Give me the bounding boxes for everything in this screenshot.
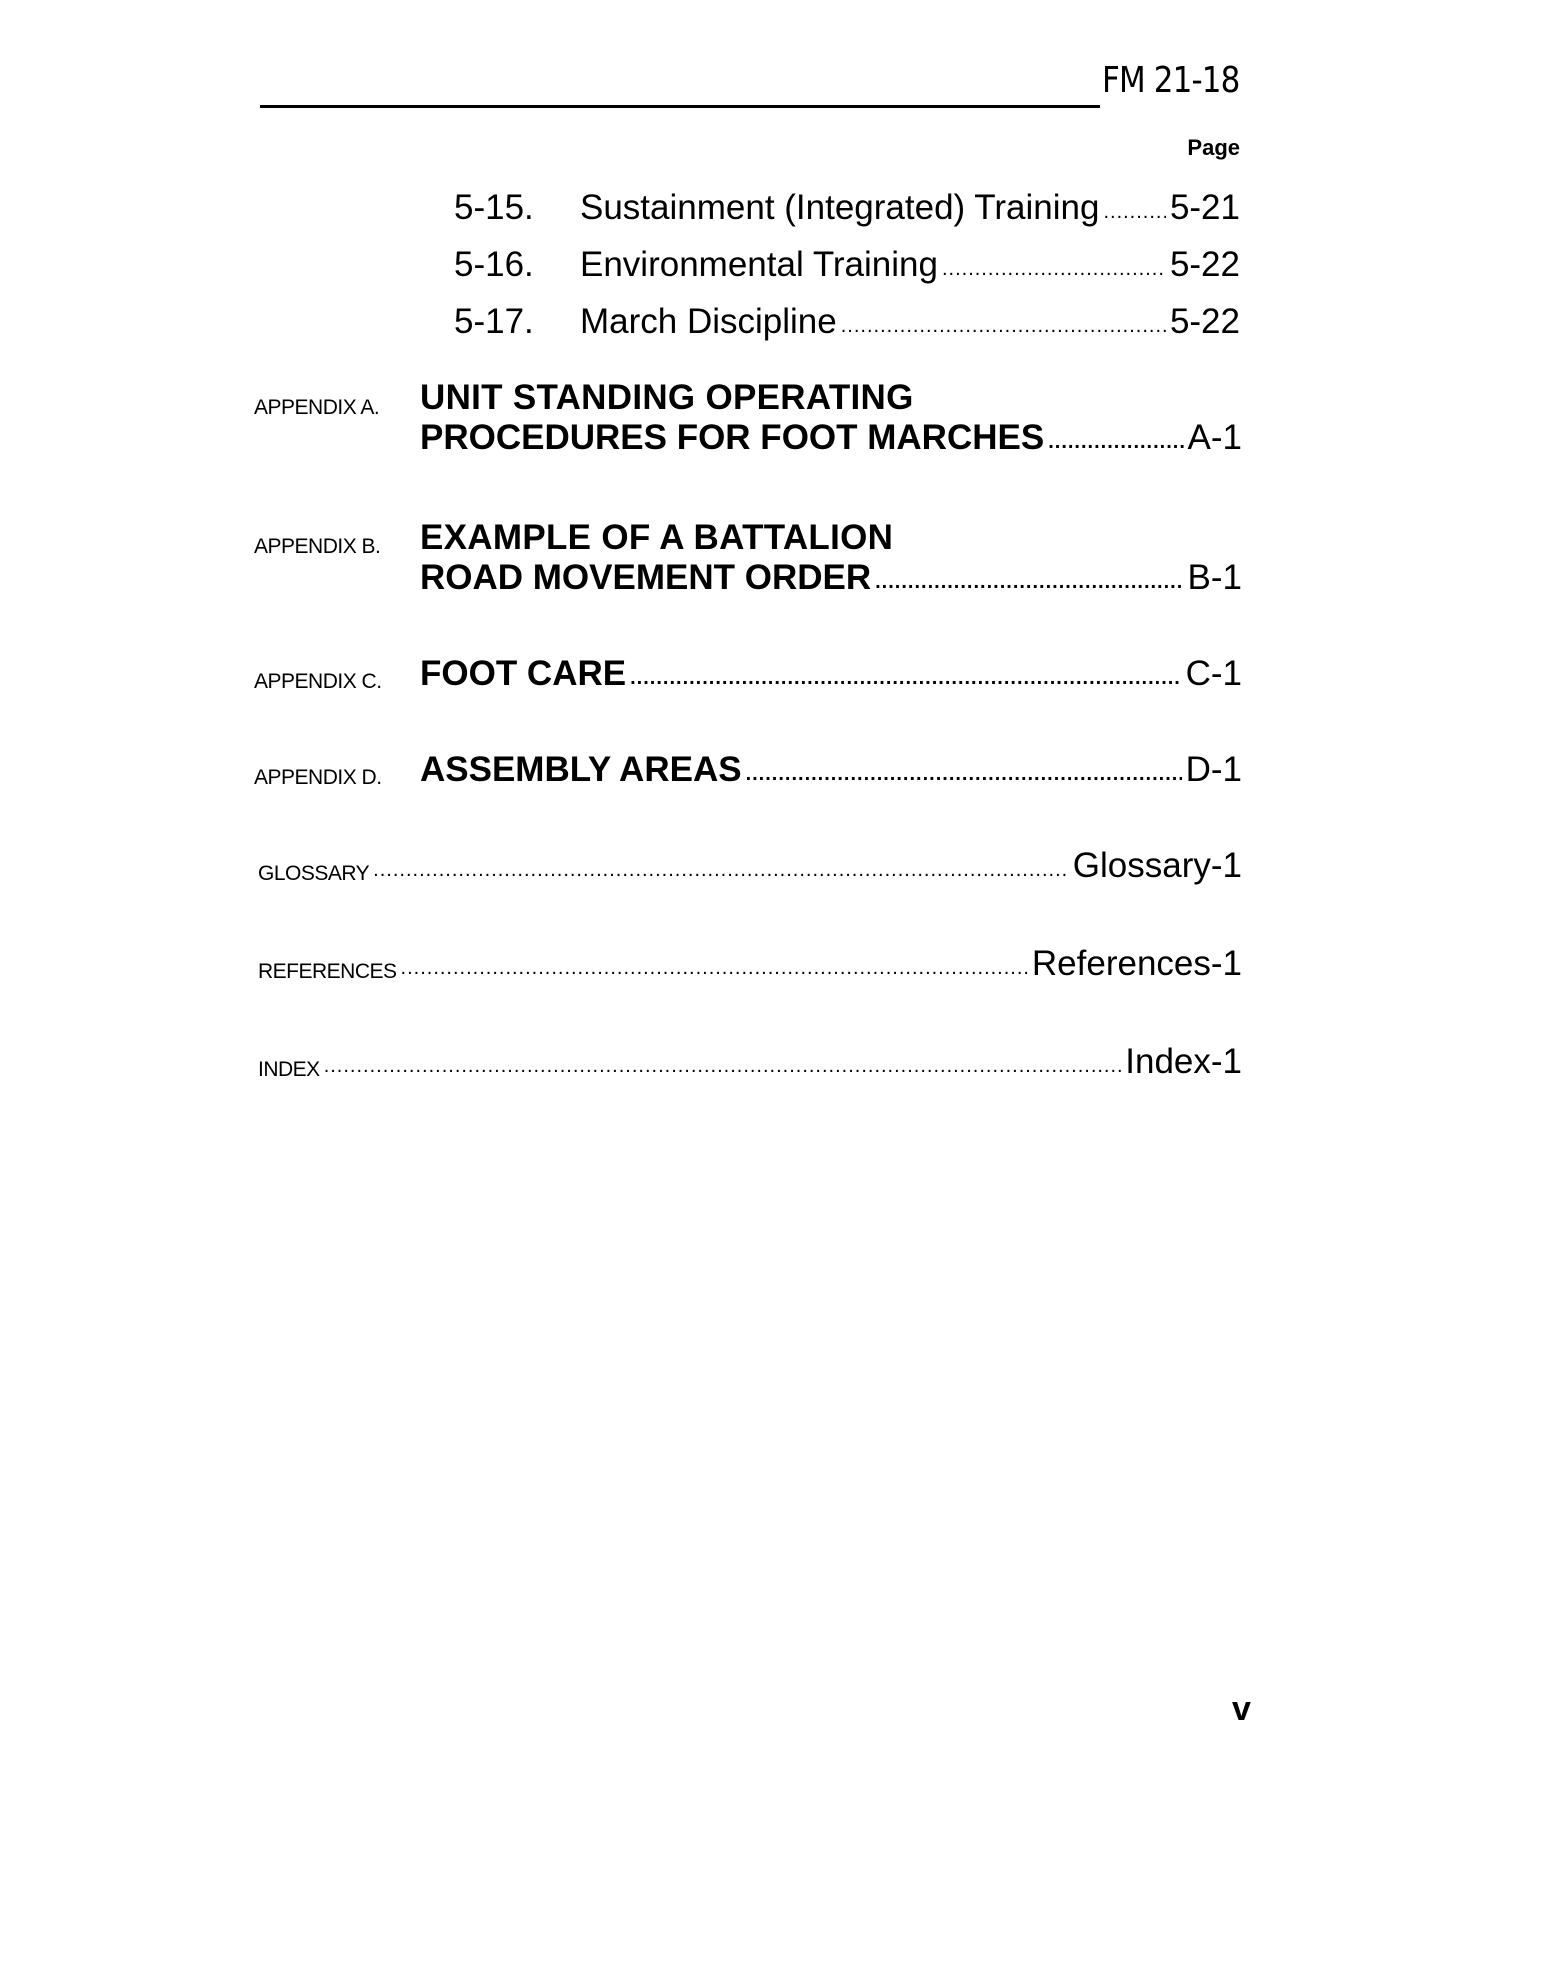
dot-leader: [875, 572, 1183, 592]
section-title: Environmental Training: [580, 245, 938, 284]
header-rule: [260, 105, 1100, 108]
toc-entry-appendix-d[interactable]: [420, 750, 1242, 790]
index-label: INDEX: [258, 1058, 320, 1081]
appendix-b-title-line2: ROAD MOVEMENT ORDER: [420, 558, 872, 597]
appendix-a-label: APPENDIX A.: [254, 396, 380, 419]
page-folio: v: [1232, 1690, 1251, 1728]
appendix-d-title: ASSEMBLY AREAS: [420, 750, 742, 789]
page-number: 5-22: [1169, 245, 1240, 284]
appendix-c-label: APPENDIX C.: [254, 670, 382, 693]
section-title: Sustainment (Integrated) Training: [580, 188, 1100, 227]
page-number: Index-1: [1125, 1042, 1242, 1081]
toc-entry-appendix-b[interactable]: [420, 558, 1242, 598]
page-number: A-1: [1187, 418, 1242, 457]
appendix-d-label: APPENDIX D.: [254, 766, 382, 789]
section-number: 5-17.: [454, 302, 534, 341]
appendix-a-title-line2: PROCEDURES FOR FOOT MARCHES: [420, 418, 1045, 457]
document-id: FM 21-18: [1102, 60, 1240, 101]
toc-entry-5-17[interactable]: [580, 302, 1240, 342]
toc-entry-references[interactable]: [258, 944, 1242, 984]
toc-entry-5-15[interactable]: [580, 188, 1240, 228]
appendix-c-title: FOOT CARE: [420, 654, 627, 693]
toc-entry-5-16[interactable]: [580, 245, 1240, 285]
dot-leader: [746, 764, 1182, 784]
toc-entry-appendix-c[interactable]: [420, 654, 1242, 694]
page-number: C-1: [1185, 654, 1242, 693]
page-number: 5-21: [1169, 188, 1240, 227]
dot-leader: [1103, 202, 1165, 222]
appendix-b-title-line1: EXAMPLE OF A BATTALION: [420, 518, 894, 557]
appendix-a-title-line1: UNIT STANDING OPERATING: [420, 378, 914, 417]
appendix-b-label: APPENDIX B.: [254, 535, 381, 558]
references-label: REFERENCES: [258, 960, 397, 983]
dot-leader: [841, 316, 1166, 336]
toc-entry-index[interactable]: [258, 1042, 1242, 1082]
toc-entry-glossary[interactable]: [258, 846, 1242, 886]
dot-leader: [401, 958, 1028, 978]
dot-leader: [1048, 432, 1183, 452]
section-number: 5-15.: [454, 188, 534, 227]
page-number: References-1: [1031, 944, 1242, 983]
page-number: D-1: [1185, 750, 1242, 789]
toc-entry-appendix-a[interactable]: [420, 418, 1242, 458]
section-number: 5-16.: [454, 245, 534, 284]
dot-leader: [942, 259, 1166, 279]
dot-leader: [630, 668, 1181, 688]
dot-leader: [324, 1056, 1122, 1076]
dot-leader: [373, 860, 1069, 880]
section-title: March Discipline: [580, 302, 837, 341]
page-column-label: Page: [1187, 135, 1240, 160]
page-number: B-1: [1187, 558, 1242, 597]
page-number: 5-22: [1169, 302, 1240, 341]
glossary-label: GLOSSARY: [258, 862, 370, 885]
page-number: Glossary-1: [1072, 846, 1242, 885]
